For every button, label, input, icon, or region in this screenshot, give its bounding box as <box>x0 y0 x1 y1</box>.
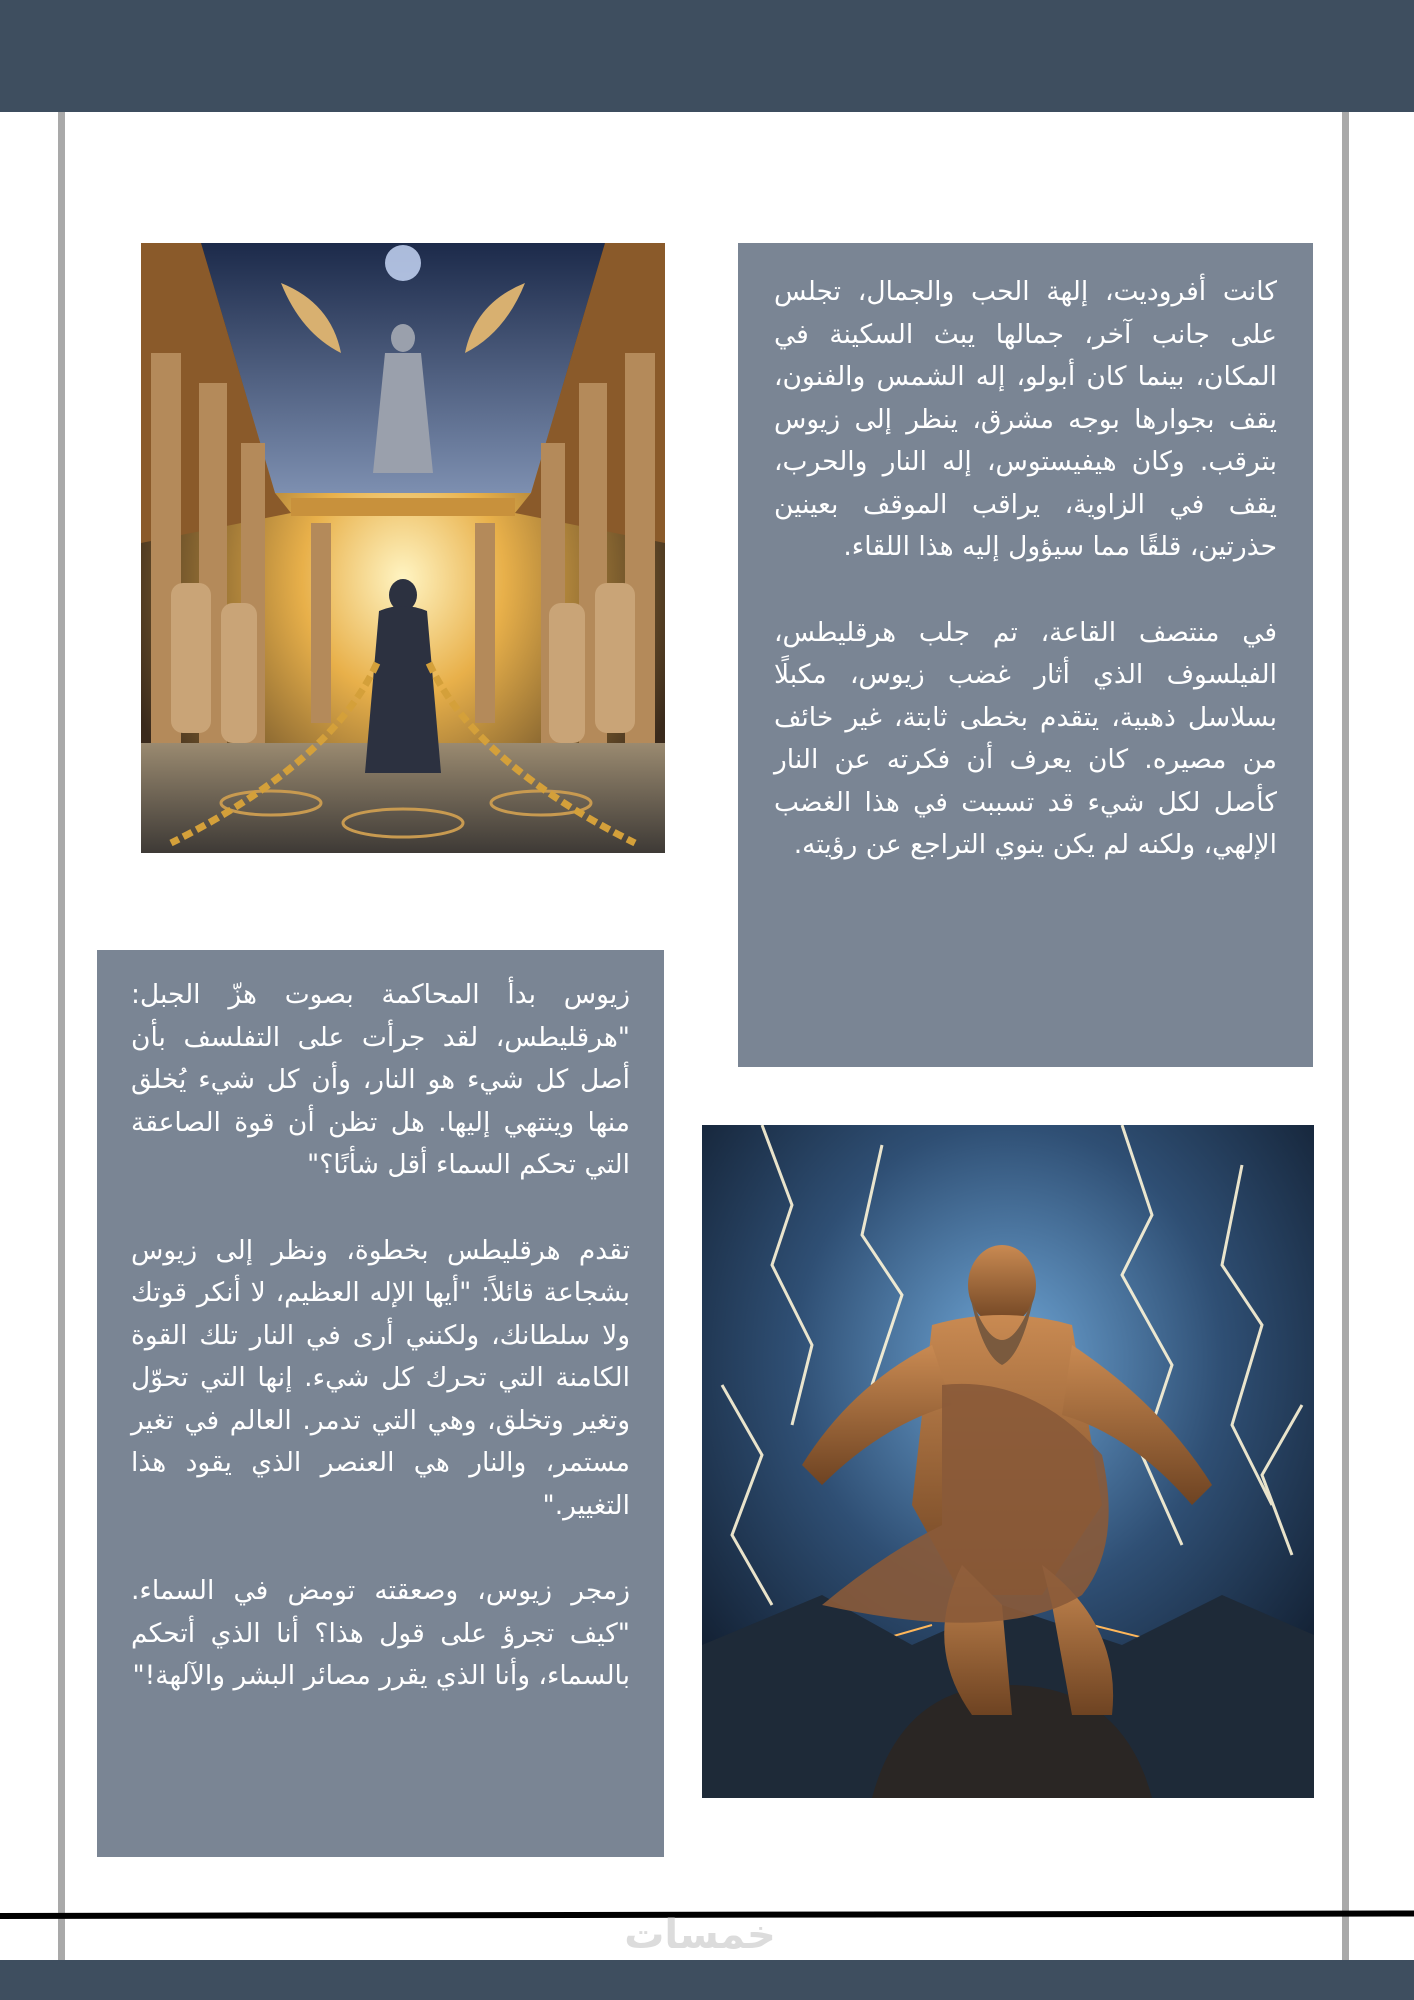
paragraph-zeus-opens-trial: زيوس بدأ المحاكمة بصوت هزّ الجبل: "هرقليطس، لقد جرأت على التفلسف بأن أصل كل شيء هو النار، وأن كل شيء يُخلق منها وينتهي إليها. هل تظن أن قوة الصاعقة التي تحكم السماء أقل شأنًا؟" <box>131 979 630 1180</box>
right-border-line <box>1342 112 1349 1960</box>
bottom-band <box>0 1960 1414 2000</box>
story-text-block-1 <box>738 243 1313 1067</box>
story-text-block-2 <box>97 950 664 1857</box>
left-border-line <box>58 112 65 1960</box>
temple-trial-illustration <box>141 243 665 853</box>
paragraph-heraclitus-reply: تقدم هرقليطس بخطوة، ونظر إلى زيوس بشجاعة قائلاً: "أيها الإله العظيم، لا أنكر قوتك ولا سلطانك، ولكنني أرى في النار تلك القوة الكامنة التي تحرك كل شيء. إنها التي تحوّل وتغير وتخلق، وهي التي تدمر. العالم في تغير مستمر، والنار هي العنصر الذي يقود هذا التغيير." <box>131 1234 630 1521</box>
paragraph-heraclitus-chained: في منتصف القاعة، تم جلب هرقليطس، الفيلسوف الذي أثار غضب زيوس، مكبلًا بسلاسل ذهبية، يتقدم بخطى ثابتة، غير خائف من مصيره. كان يعرف أن فكرته عن النار كأصل لكل شيء قد تسببت في هذا الغضب الإلهي، ولكنه لم يكن ينوي التراجع عن رؤيته. <box>774 616 1277 860</box>
watermark-logo: خمسات <box>624 1912 776 1958</box>
zeus-lightning-illustration <box>702 1125 1314 1798</box>
top-band <box>0 0 1414 112</box>
paragraph-aphrodite: كانت أفروديت، إلهة الحب والجمال، تجلس على جانب آخر، جمالها يبث السكينة في المكان، بينما كان أبولو، إله الشمس والفنون، يقف بجوارها بوجه مشرق، ينظر إلى زيوس بترقب. وكان هيفيستوس، إله النار والحرب، يقف في الزاوية، يراقب الموقف بعينين حذرتين، قلقًا مما سيؤول إليه هذا اللقاء. <box>774 276 1277 562</box>
paragraph-zeus-roars: زمجر زيوس، وصعقته تومض في السماء. "كيف تجرؤ على قول هذا؟ أنا الذي أتحكم بالسماء، وأنا الذي يقرر مصائر البشر والآلهة!" <box>131 1575 630 1691</box>
